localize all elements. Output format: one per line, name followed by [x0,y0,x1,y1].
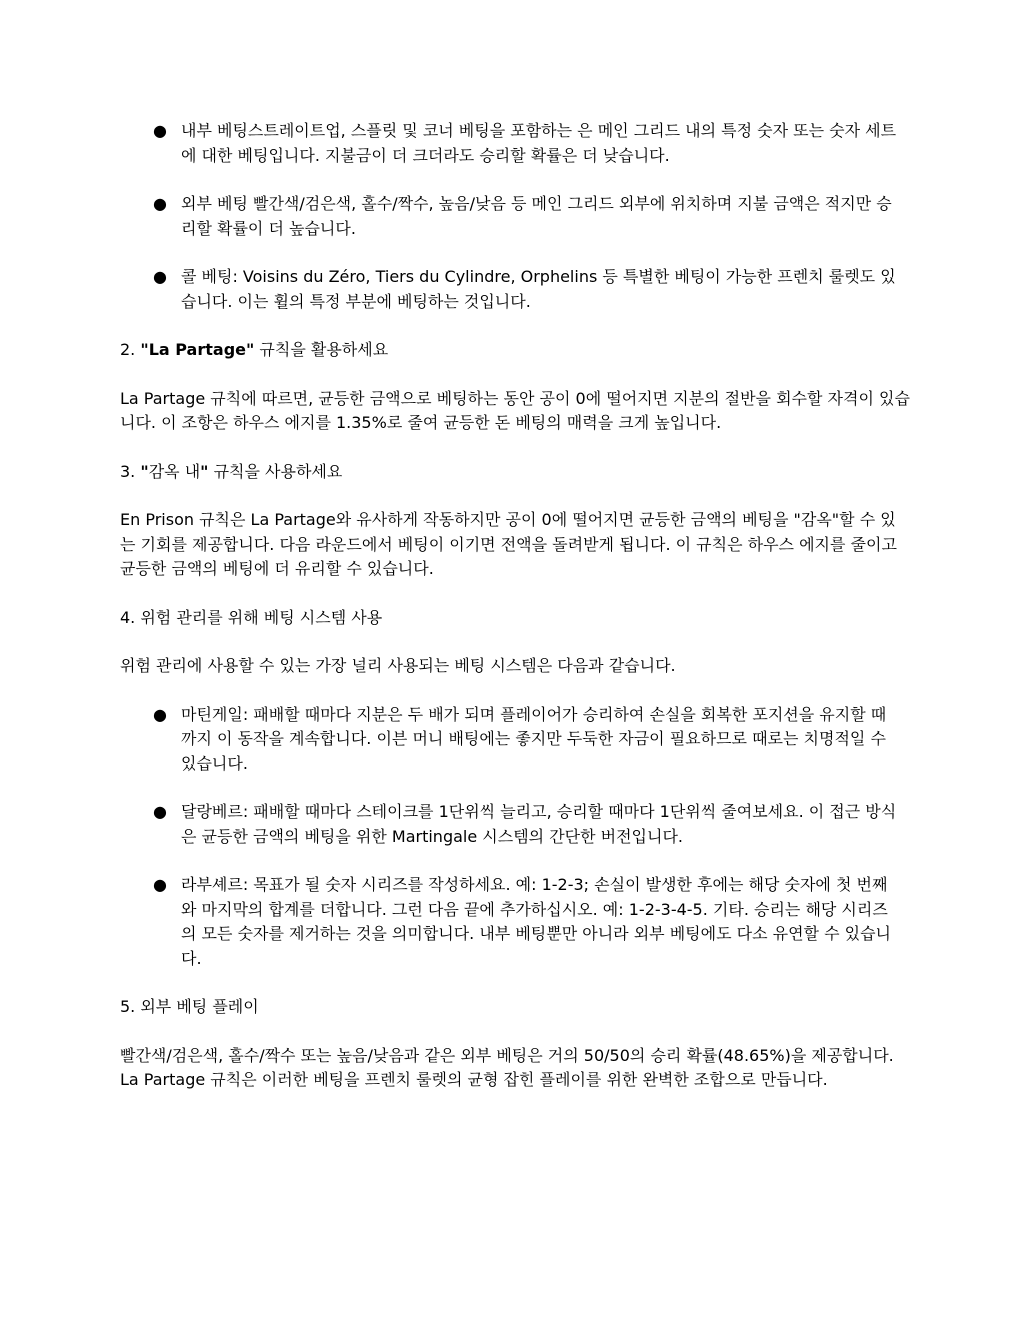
list-item [120,703,901,777]
bullet-icon: ● [153,875,167,894]
list-item [120,800,901,849]
bullet-text: 마틴게일: 패배할 때마다 지분은 두 배가 되며 플레이어가 승리하여 손실을 회복한 포지션을 유지할 때까지 이 동작을 계속합니다. 이븐 머니 배팅에는 좋지만 두둑한 자금이 필요하므로 때로는 치명적일 수 있습니다. [181,704,887,773]
bullet-text: 라부셰르: 목표가 될 숫자 시리즈를 작성하세요. 예: 1-2-3; 손실이 발생한 후에는 해당 숫자에 첫 번째와 마지막의 합계를 더합니다. 그런 다음 끝에 추가하십시오. 예: 1-2-3-4-5. 기타. 승리는 해당 시리즈의 모든 숫자를 제거하는 것을 의미합니다. 내부 베팅뿐만 아니라 외부 베팅에도 다소 유연할 수 있습니다. [181,875,891,968]
list-item [120,192,901,241]
bullet-text: 외부 베팅 빨간색/검은색, 홀수/짝수, 높음/낮음 등 메인 그리드 외부에 위치하며 지불 금액은 적지만 승리할 확률이 더 높습니다. [181,194,892,238]
section-body-5: 빨간색/검은색, 홀수/짝수 또는 높음/낮음과 같은 외부 베팅은 거의 50/50의 승리 확률(48.65%)을 제공합니다. La Partage 규칙은 이러한 베팅을 프렌치 룰렛의 균형 잡힌 플레이를 위한 완벽한 조합으로 만듭니다. [120,1045,894,1089]
bullet-text: 달랑베르: 패배할 때마다 스테이크를 1단위씩 늘리고, 승리할 때마다 1단위씩 줄여보세요. 이 접근 방식은 균등한 금액의 베팅을 위한 Martingale 시스템의 간단한 버전입니다. [181,802,897,846]
section-heading-3 [120,460,910,485]
section-title-middle: 감옥 내 [148,461,201,481]
list-item [120,119,901,168]
section-number: 2. [120,340,136,359]
bullet-icon: ● [153,704,167,724]
bullet-icon: ● [153,121,167,140]
list-item [120,265,901,314]
section-number: 3. [120,461,136,481]
bullet-text: 내부 베팅스트레이트업, 스플릿 및 코너 베팅을 포함하는 은 메인 그리드 내의 특정 숫자 또는 숫자 세트에 대한 베팅입니다. 지불금이 더 크더라도 승리할 확률은 더 낮습니다. [181,121,897,165]
betting-systems-list [120,703,910,972]
bullet-icon: ● [153,194,167,213]
bullet-text: 콜 베팅: Voisins du Zéro, Tiers du Cylindre, Orphelins 등 특별한 베팅이 가능한 프렌치 룰렛도 있습니다. 이는 휠의 특정 부분에 베팅하는 것입니다. [181,267,896,311]
section-intro-4: 위험 관리에 사용할 수 있는 가장 널리 사용되는 베팅 시스템은 다음과 같습니다. [120,656,676,675]
section-body-3: En Prison 규칙은 La Partage와 유사하게 작동하지만 공이 0에 떨어지면 균등한 금액의 베팅을 "감옥"할 수 있는 기회를 제공합니다. 다음 라운드에서 베팅이 이기면 전액을 돌려받게 됩니다. 이 규칙은 하우스 에지를 줄이고 균등한 금액의 베팅에 더 유리할 수 있습니다. [120,510,897,578]
section-body-2: La Partage 규칙에 따르면, 균등한 금액으로 베팅하는 동안 공이 0에 떨어지면 지분의 절반을 회수할 자격이 있습니다. 이 조항은 하우스 에지를 1.35%로 줄여 균등한 돈 베팅의 매력을 크게 높입니다. [120,388,910,432]
list-item [120,873,901,971]
section-title-rest: 규칙을 활용하세요 [254,340,389,359]
section-heading-4: 4. 위험 관리를 위해 베팅 시스템 사용 [120,607,383,627]
section-title-bold: "La Partage" [140,340,255,359]
quote-open: " [140,461,149,481]
document-page [120,119,910,1117]
section-heading-5: 5. 외부 베팅 플레이 [120,997,259,1016]
bet-types-list [120,119,910,314]
bullet-icon: ● [153,802,167,821]
quote-close: " [200,461,209,481]
section-title-rest: 규칙을 사용하세요 [208,461,343,481]
bullet-icon: ● [153,267,167,286]
section-heading-2 [120,338,910,363]
